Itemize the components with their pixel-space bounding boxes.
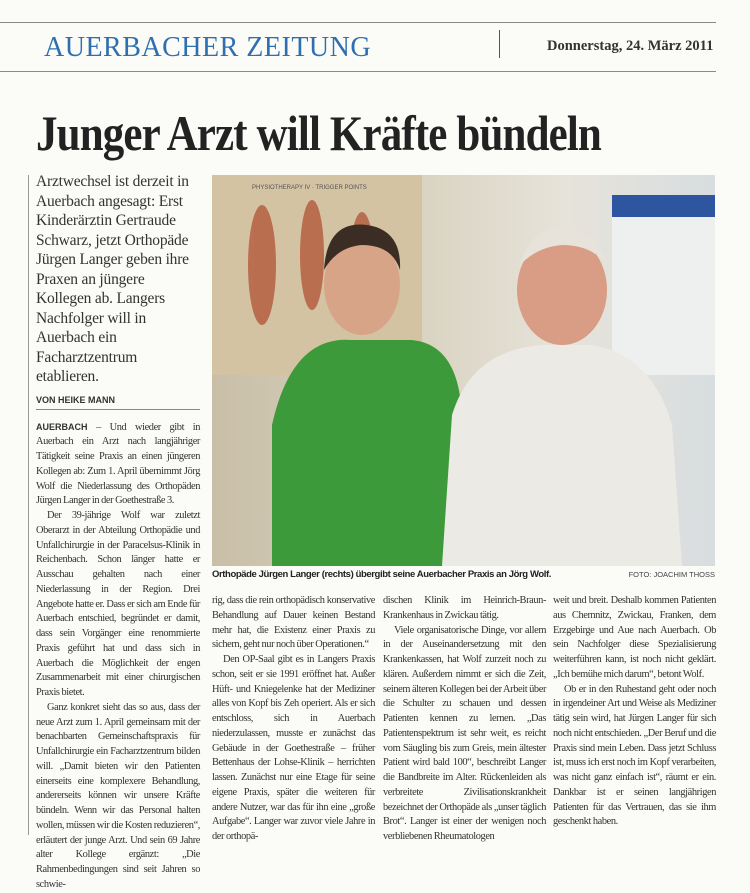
paragraph: Den OP-Saal gibt es in Langers Praxis schon, seit er sie 1991 eröffnet hat. Außer Hüft- und Kniegelenke hat der Mediziner alles von Kopf bis Zeh operiert. Als er sich entschloss, sich in Auerbach niederzulassen, musste er zunächst das Gebäude in der Goethestraße – früher Bettenhaus der Lohse-Klinik – herrichten lassen. Zunächst nur eine Etage für seine eigene Praxis, später die weiteren für andere Nutzer, war das für ihn eine „große Aufgabe“. Langer war zuvor viele Jahre in der orthopä- <box>212 654 375 842</box>
article-photo <box>212 175 715 566</box>
dateline-place: AUERBACH <box>36 421 88 432</box>
paragraph: Viele organisatorische Dinge, vor allem in der Auseinandersetzung mit den Krankenkassen, hat Wolf zurzeit noch zu klären. Außerdem nimmt er sich die Zeit, seinem älteren Kollegen bei der Arbeit über die Schulter zu schauen und dessen Patienten kennen zu lernen. „Das Patientenspektrum ist sehr weit, es reicht vom Säugling bis zum Greis, mein ältester Patient wird bald 100“, beschreibt Langer die Bandbreite im Alter. Rückenleiden als verbreitete Zivilisationskrankheit bezeichnet der Orthopäde als „unser täglich Brot“. Langer ist einer der wenigen noch verbliebenen Rheumatologen <box>383 624 546 842</box>
header-rule <box>0 71 716 72</box>
paragraph-text: – Und wieder gibt in Auerbach ein Arzt nach langjähriger Tätigkeit seine Praxis an einen jüngeren Kollegen ab: Zum 1. April übernimmt Jörg Wolf die Niederlassung des Orthopäden Jürgen Langer in der Goethestraße 3. <box>36 421 201 507</box>
paragraph: Der 39-jährige Wolf war zuletzt Oberarzt in der Abteilung Orthopädie und Unfallchirurgie in der Paracelsus-Klinik in Reichenbach. Schon länger hatte er Ausschau gehalten nach einer Niederlassung in der Region. Drei Angebote hatte er. Dass er sich am Ende für Auerbach entschied, begründet er damit, dass sein Vorgänger eine renommierte Praxis geführt hat und dass sich in Auerbach die Möglichkeit der engen Zusammenarbeit mit einer chirurgischen Praxis bietet. <box>36 510 200 698</box>
lead-paragraph: Arztwechsel ist derzeit in Auerbach angesagt: Erst Kinderärztin Gertraude Schwarz, jetzt Orthopäde Jürgen Langer geben ihre Praxen an jüngere Kollegen ab. Langers Nachfolger will in Auerbach ein Facharztzentrum etablieren. <box>36 173 189 385</box>
photo-illustration <box>212 175 715 566</box>
caption-text: Orthopäde Jürgen Langer (rechts) übergibt seine Auerbacher Praxis an Jörg Wolf. <box>212 569 551 580</box>
left-column <box>36 172 200 893</box>
top-rule <box>0 22 716 23</box>
headline: Junger Arzt will Kräfte bündeln <box>36 105 601 161</box>
hand-poster <box>612 195 715 375</box>
paragraph: dischen Klinik im Heinrich-Braun-Krankenhaus in Zwickau tätig. <box>383 595 546 621</box>
article-column-3 <box>383 594 546 845</box>
paragraph: Ganz konkret sieht das so aus, dass der neue Arzt zum 1. April gemeinsam mit der benachbarten Gemeinschaftspraxis für Unfallchirurgie ein Facharztzentrum bilden will. „Damit bieten wir den Patienten einerseits eine komplexere Behandlung, andererseits können wir unsere Kräfte bündeln. Wenn wir das Personal halten wollen, müssen wir die Kosten reduzieren“, erläutert der junge Arzt. Und sein 69 Jahre alter Kollege ergänzt: „Die Rahmenbedingungen sind seit Jahren so schwie- <box>36 701 200 890</box>
green-shirt <box>272 340 462 566</box>
paragraph: rig, dass die rein orthopädisch konservative Behandlung auf Dauer keinen Bestand mehr hat, die Existenz einer Praxis zu sichern, geht nur noch über Operationen.“ <box>212 595 375 651</box>
newspaper-name: AUERBACHER ZEITUNG <box>44 32 372 63</box>
article-column-4 <box>553 594 716 830</box>
paragraph: weit und breit. Deshalb kommen Patienten aus Chemnitz, Zwickau, Franken, dem Erzgebirge und Aue nach Auerbach. Ob sein Nachfolger diese Spezialisierung weiterführen kann, ist noch nicht geklärt. „Ich bemühe mich darum“, betont Wolf. <box>553 595 716 680</box>
paragraph: Ob er in den Ruhestand geht oder noch in irgendeiner Art und Weise als Mediziner tätig sein wird, hat Jürgen Langer für sich noch nicht entschieden. „Der Beruf und die Praxis sind mein Leben. Dass jetzt Schluss ist, muss ich erst noch im Kopf verarbeiten, was nicht ganz einfach ist“, räumt er ein. Dankbar ist er seinen langjährigen Patienten für das Vertrauen, das sie ihm geschenkt haben. <box>553 683 716 828</box>
paragraph <box>36 420 200 510</box>
photo-credit: FOTO: JOACHIM THOSS <box>628 570 715 579</box>
column-rule <box>28 175 29 835</box>
issue-date: Donnerstag, 24. März 2011 <box>547 38 714 54</box>
article-column-2 <box>212 594 375 845</box>
photo-caption <box>212 569 715 580</box>
poster-label: PHYSIOTHERAPY IV · TRIGGER POINTS <box>252 185 367 191</box>
header-divider <box>499 30 500 58</box>
article-column-1 <box>36 420 200 893</box>
byline: VON HEIKE MANN <box>36 395 200 410</box>
white-shirt <box>442 345 682 566</box>
